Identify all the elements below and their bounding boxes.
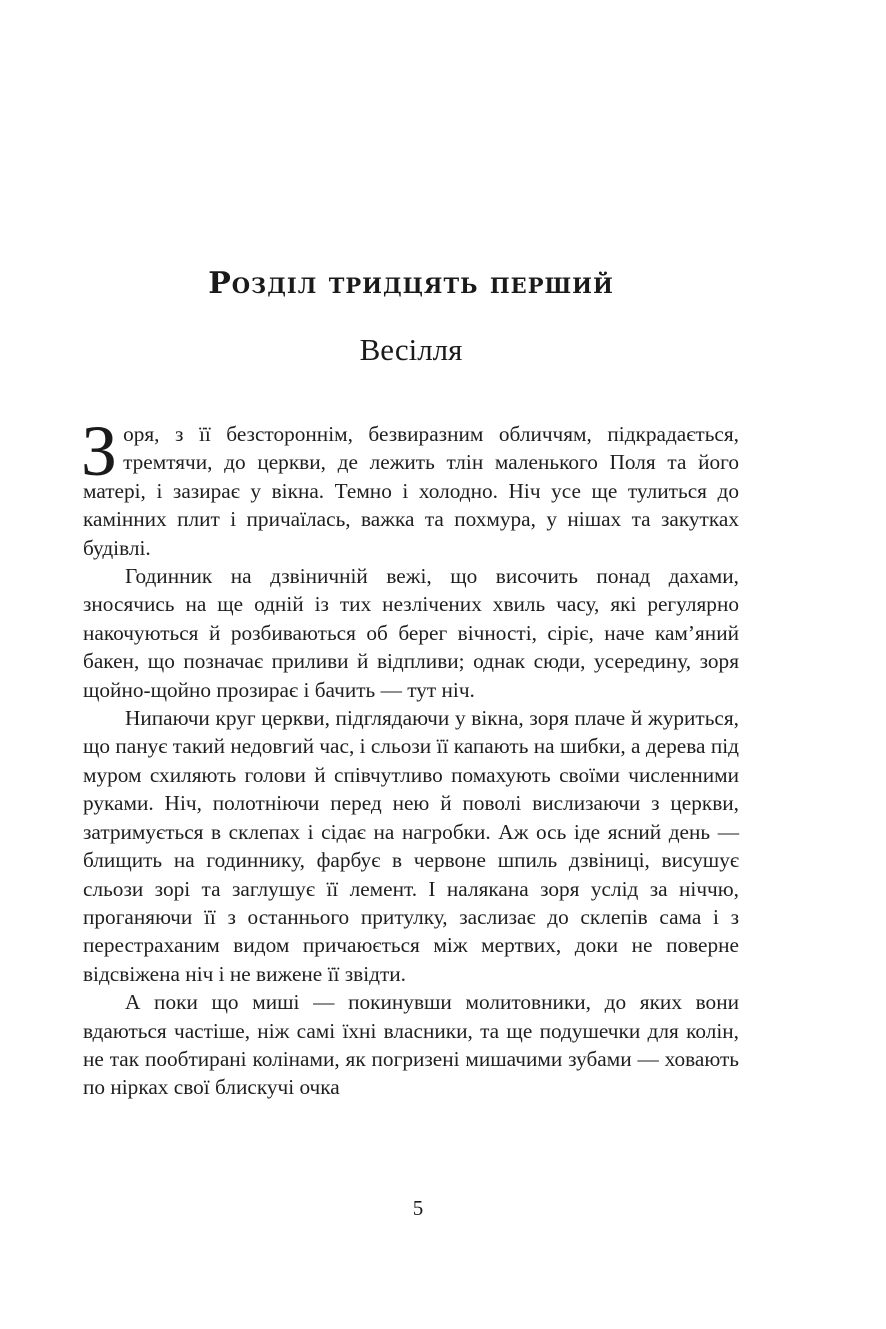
page-number: 5	[412, 1196, 424, 1220]
drop-cap: З	[81, 411, 118, 491]
paragraph-2: Годинник на дзвіничній вежі, що височить понад дахами, зносячись на ще одній із тих незлічених хвиль часу, які регулярно накочуються й розбиваються об берег вічності, сіріє, наче кам’яний бакен, що позначає приливи й відпливи; однак сюди, усередину, зоря щойно-щойно прозирає і бачить — тут ніч.	[83, 564, 739, 702]
chapter-subtitle: Весілля	[359, 332, 463, 367]
paragraph-3: Нипаючи круг церкви, підглядаючи у вікна, зоря плаче й журиться, що панує такий недовгий час, і сльози її капають на шибки, а дерева під муром схиляють голови й співчутливо помахують своїми численними руками. Ніч, полотніючи перед нею й поволі вислизаючи з церкви, затримується в склепах і сідає на нагробки. Аж ось іде ясний день — блищить на годиннику, фарбує в червоне шпиль дзвіниці, висушує сльози зорі та заглушує її лемент. І налякана зоря услід за ніччю, проганяючи її з останнього притулку, заслизає до склепів сама і з перестраханим видом причаюється між мертвих, доки не поверне відсвіжена ніч і не вижене її звідти.	[83, 706, 739, 986]
paragraph-4: А поки що миші — покинувши молитовники, до яких вони вдаються частіше, ніж самі їхні власники, та ще подушечки для колін, не так пообтирані колінами, як погризені мишачими зубами — ховають по нірках свої блискучі очка	[83, 990, 739, 1100]
body-text	[81, 411, 739, 1102]
paragraph-1-text: оря, з її безстороннім, безвиразним обличчям, підкрадається, тремтячи, до церкви, де лежить тлін маленького Поля та його матері, і зазирає у вікна. Темно і холодно. Ніч усе ще тулиться до камінних плит і причаїлась, важка та похмура, у нішах та закутках будівлі.	[83, 422, 739, 560]
paragraph-1	[81, 411, 739, 562]
chapter-title: Розділ тридцять перший	[208, 266, 614, 301]
